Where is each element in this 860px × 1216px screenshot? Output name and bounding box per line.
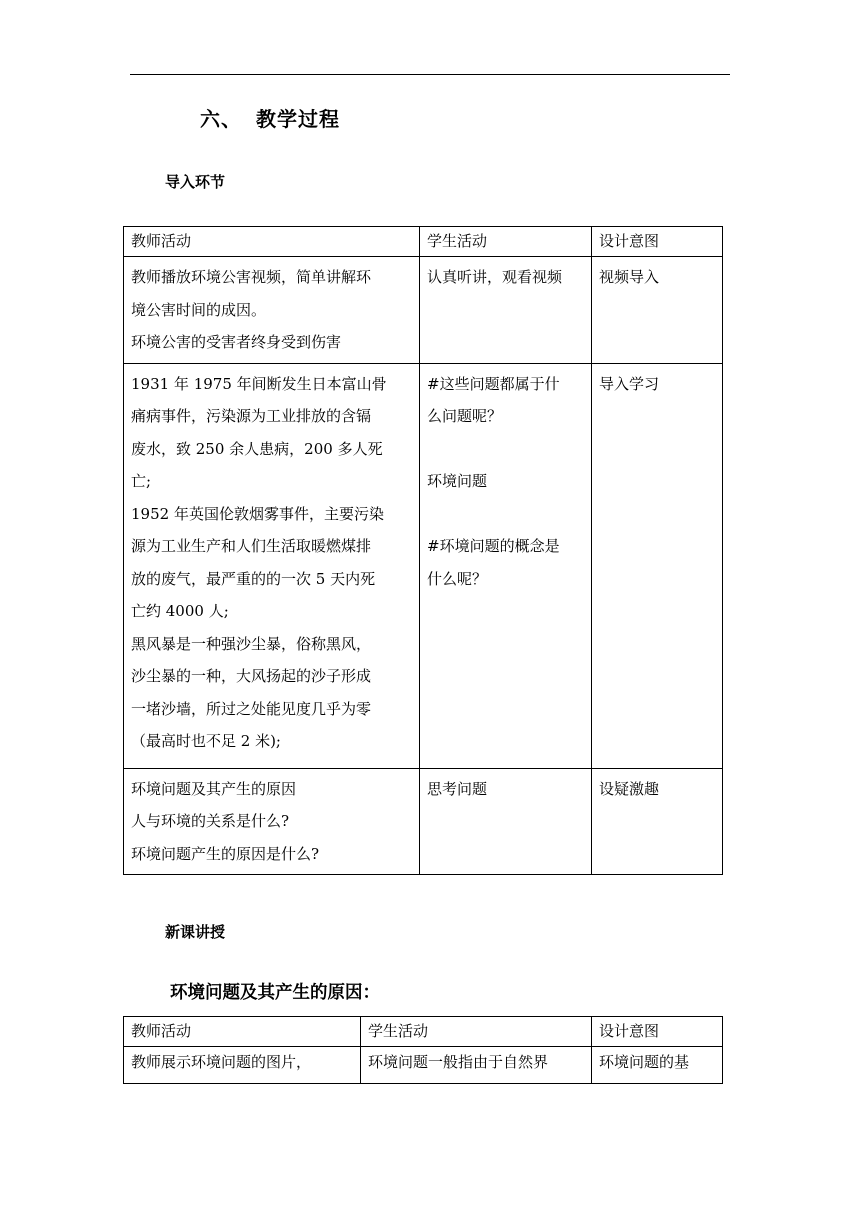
intent-cell: 导入学习 [592, 363, 723, 768]
header-rule [130, 74, 730, 75]
cell-line: 一堵沙墙，所过之处能见度几乎为零 [131, 699, 372, 718]
teacher-cell: 教师展示环境问题的图片， [124, 1047, 361, 1084]
intro-heading: 导入环节 [165, 173, 226, 191]
header-teacher: 教师活动 [124, 1017, 361, 1047]
teacher-cell [124, 768, 420, 875]
cell-line: #环境问题的概念是 [427, 537, 560, 555]
intro-table [123, 226, 723, 875]
table-row [124, 1047, 723, 1084]
cell-line: 环境问题 [427, 472, 488, 490]
cell-line: 1931 年 1975 年间断发生日本富山骨 [131, 374, 387, 393]
cell-line: 1952 年英国伦敦烟雾事件，主要污染 [131, 504, 384, 523]
cell-line: #这些问题都属于什 [427, 374, 560, 393]
topic-heading: 环境问题及其产生的原因： [170, 983, 380, 1003]
cell-line: （最高时也不足 2 米); [131, 732, 281, 750]
cell-line-empty [427, 498, 584, 531]
intent-cell: 环境问题的基 [592, 1047, 723, 1084]
cell-line: 废水，致 250 余人患病，200 多人死 [131, 439, 383, 458]
cell-line-empty [427, 433, 584, 466]
cell-line: 亡约 4000 人; [131, 602, 229, 620]
header-student: 学生活动 [420, 227, 592, 257]
intent-cell: 设疑激趣 [592, 768, 723, 875]
cell-line: 教师播放环境公害视频，简单讲解环 [131, 268, 372, 286]
student-cell [420, 768, 592, 875]
student-cell: 环境问题一般指由于自然界 [361, 1047, 592, 1084]
header-student: 学生活动 [361, 1017, 592, 1047]
cell-line: 环境问题产生的原因是什么? [131, 844, 320, 863]
cell-line: 么问题呢？ [427, 407, 503, 425]
cell-line: 境公害时间的成因。 [131, 300, 267, 319]
new-lesson-table [123, 1016, 723, 1084]
table-row [124, 257, 723, 364]
section-title: 教学过程 [256, 107, 340, 131]
cell-line: 黑风暴是一种强沙尘暴，俗称黑风， [131, 634, 372, 653]
cell-line: 痛病事件，污染源为工业排放的含镉 [131, 407, 372, 425]
cell-line: 什么呢？ [427, 569, 488, 588]
cell-line: 放的废气，最严重的的一次 5 天内死 [131, 569, 376, 588]
table-header-row [124, 227, 723, 257]
cell-line: 源为工业生产和人们生活取暖燃煤排 [131, 537, 372, 555]
cell-line: 亡; [131, 472, 152, 490]
cell-line: 认真听讲，观看视频 [427, 268, 563, 286]
teacher-cell [124, 363, 420, 768]
intent-cell: 视频导入 [592, 257, 723, 364]
table-row [124, 363, 723, 768]
header-teacher: 教师活动 [124, 227, 420, 257]
section-number: 六、 [200, 107, 242, 131]
table-header-row [124, 1017, 723, 1047]
new-lesson-heading: 新课讲授 [165, 923, 226, 941]
teacher-cell [124, 257, 420, 364]
cell-line: 环境问题及其产生的原因 [131, 779, 297, 798]
cell-line: 思考问题 [427, 779, 488, 798]
cell-line: 环境公害的受害者终身受到伤害 [131, 333, 342, 351]
table-row [124, 768, 723, 875]
header-intent: 设计意图 [592, 227, 723, 257]
section-heading [200, 103, 340, 132]
header-intent: 设计意图 [592, 1017, 723, 1047]
cell-line: 沙尘暴的一种，大风扬起的沙子形成 [131, 667, 372, 685]
student-cell [420, 363, 592, 768]
student-cell [420, 257, 592, 364]
cell-line: 人与环境的关系是什么? [131, 812, 290, 830]
